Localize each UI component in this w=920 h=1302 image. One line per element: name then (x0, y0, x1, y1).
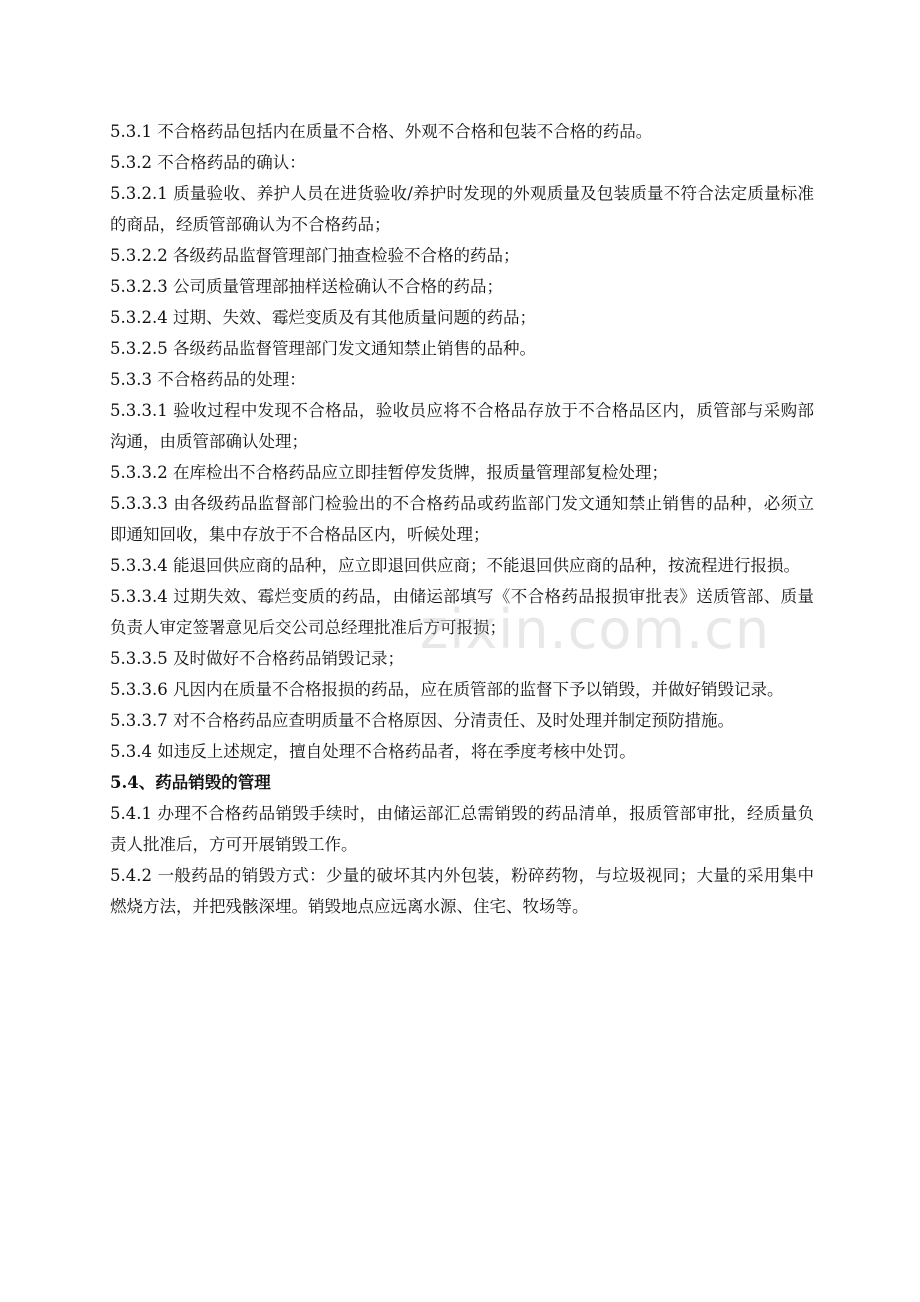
paragraph-5-3-3: 5.3.3 不合格药品的处理： (110, 370, 306, 389)
document-body (110, 116, 814, 922)
paragraph-5-3-2: 5.3.2 不合格药品的确认： (110, 153, 306, 172)
paragraph-5-3-2-5: 5.3.2.5 各级药品监督管理部门发文通知禁止销售的品种。 (110, 339, 536, 358)
paragraph-5-3-3-2: 5.3.3.2 在库检出不合格药品应立即挂暂停发货牌，报质量管理部复检处理； (110, 463, 668, 482)
paragraph-5-3-3-6: 5.3.3.6 凡因内在质量不合格报损的药品，应在质管部的监督下予以销毁，并做好销毁记录。 (110, 680, 784, 699)
paragraph-5-3-2-4: 5.3.2.4 过期、失效、霉烂变质及有其他质量问题的药品； (110, 308, 536, 327)
section-heading-5-4: 5.4、药品销毁的管理 (110, 773, 271, 792)
paragraph-5-3-4: 5.3.4 如违反上述规定，擅自处理不合格药品者，将在季度考核中处罚。 (110, 742, 636, 761)
paragraph-5-3-1: 5.3.1 不合格药品包括内在质量不合格、外观不合格和包装不合格的药品。 (110, 122, 653, 141)
paragraph-5-3-2-1: 5.3.2.1 质量验收、养护人员在进货验收/养护时发现的外观质量及包装质量不符合法定质量标准的商品，经质管部确认为不合格药品； (110, 184, 814, 234)
paragraph-5-3-3-4a: 5.3.3.4 能退回供应商的品种，应立即退回供应商；不能退回供应商的品种，按流程进行报损。 (110, 556, 800, 575)
watermark: zixin.com.cn (420, 598, 771, 661)
paragraph-5-3-3-3: 5.3.3.3 由各级药品监督部门检验出的不合格药品或药监部门发文通知禁止销售的品种，必须立即通知回收，集中存放于不合格品区内，听候处理； (110, 494, 814, 544)
paragraph-5-4-2: 5.4.2 一般药品的销毁方式：少量的破坏其内外包装，粉碎药物，与垃圾视同；大量的采用集中燃烧方法，并把残骸深埋。销毁地点应远离水源、住宅、牧场等。 (110, 866, 814, 916)
paragraph-5-4-1: 5.4.1 办理不合格药品销毁手续时，由储运部汇总需销毁的药品清单，报质管部审批，经质量负责人批准后，方可开展销毁工作。 (110, 804, 814, 854)
paragraph-5-3-3-5: 5.3.3.5 及时做好不合格药品销毁记录； (110, 649, 404, 668)
paragraph-5-3-3-1: 5.3.3.1 验收过程中发现不合格品，验收员应将不合格品存放于不合格品区内，质管部与采购部沟通，由质管部确认处理； (110, 401, 814, 451)
paragraph-5-3-2-2: 5.3.2.2 各级药品监督管理部门抽查检验不合格的药品； (110, 246, 520, 265)
paragraph-5-3-3-7: 5.3.3.7 对不合格药品应查明质量不合格原因、分清责任、及时处理并制定预防措施。 (110, 711, 734, 730)
paragraph-5-3-3-4b: 5.3.3.4 过期失效、霉烂变质的药品，由储运部填写《不合格药品报损审批表》送质管部、质量负责人审定签署意见后交公司总经理批准后方可报损； (110, 587, 814, 637)
paragraph-5-3-2-3: 5.3.2.3 公司质量管理部抽样送检确认不合格的药品； (110, 277, 503, 296)
